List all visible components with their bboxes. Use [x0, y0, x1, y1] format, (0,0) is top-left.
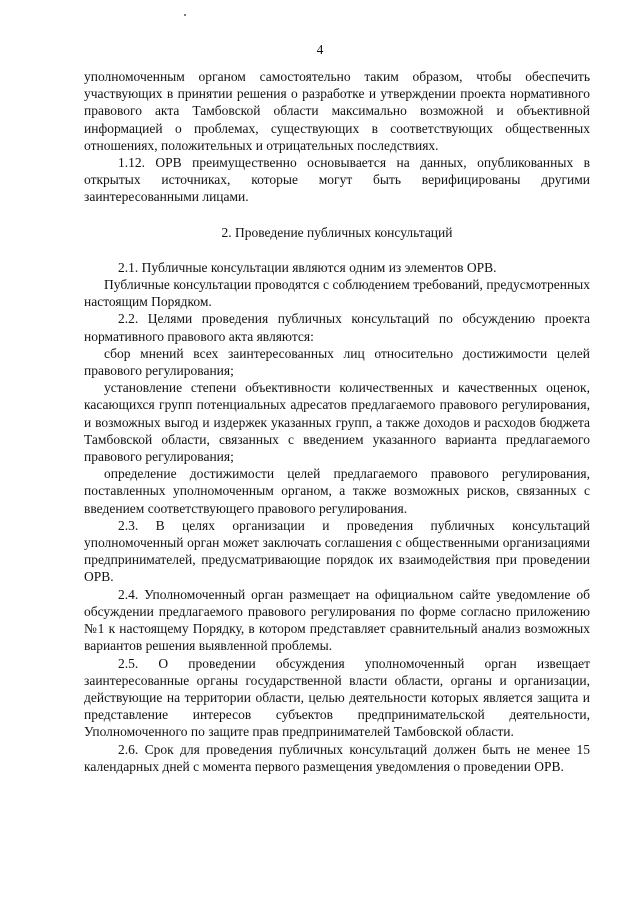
page-number: 4 — [316, 42, 324, 57]
paragraph-goal-opinions: сбор мнений всех заинтересованных лиц относительно достижимости целей правового регулирования; — [84, 345, 590, 379]
paragraph-2-1: 2.1. Публичные консультации являются одним из элементов ОРВ. — [118, 259, 497, 275]
paragraph-goal-objectivity: установление степени объективности количественных и качественных оценок, касающихся групп потенциальных адресатов предлагаемого правового регулирования, и возможных выгод и издержек указанных групп, а также доходов и расходов бюджета Тамбовской области, связанных с введением указанного варианта предлагаемого правового регулирования; — [84, 380, 590, 465]
paragraph-1-12: 1.12. ОРВ преимущественно основывается на данных, опубликованных в открытых источниках, которые могут быть верифицированы другими заинтересованными лицами. — [84, 155, 590, 205]
document-body — [84, 68, 590, 775]
paragraph-2-3: 2.3. В целях организации и проведения публичных консультаций уполномоченный орган может заключать соглашения с общественными организациями предпринимателей, предусматривающие порядок их взаимодействия при проведении ОРВ. — [84, 517, 590, 585]
paragraph-goal-achievability: определение достижимости целей предлагаемого правового регулирования, поставленных уполномоченным органом, а также возможных рисков, связанных с введением соответствующего правового регулирования. — [84, 466, 590, 516]
section-heading: 2. Проведение публичных консультаций — [221, 224, 453, 240]
paragraph-2-6: 2.6. Срок для проведения публичных консультаций должен быть не менее 15 календарных дней с момента первого размещения уведомления о проведении ОРВ. — [84, 741, 590, 774]
paragraph-2-2: 2.2. Целями проведения публичных консультаций по обсуждению проекта нормативного правового акта являются: — [84, 311, 590, 344]
paragraph-continuation: уполномоченным органом самостоятельно таким образом, чтобы обеспечить участвующих в принятии решения о разработке и утверждении проекта нормативного правового акта Тамбовской области максимально возможной и объективной информацией о проблемах, существующих в соответствующих общественных отношениях, положительных и отрицательных последствиях. — [84, 69, 590, 153]
paragraph-2-5: 2.5. О проведении обсуждения уполномоченный орган извещает заинтересованные органы государственной власти области, органы и организации, действующие на территории области, целью деятельности которых является защита и представление интересов субъектов предпринимательской деятельности, Уполномоченного по защите прав предпринимателей Тамбовской области. — [84, 655, 590, 740]
paragraph-public-consultations: Публичные консультации проводятся с соблюдением требований, предусмотренных настоящим Порядком. — [84, 277, 590, 310]
scan-speck — [184, 14, 186, 16]
paragraph-2-4: 2.4. Уполномоченный орган размещает на официальном сайте уведомление об обсуждении предлагаемого правового регулирования по форме согласно приложению №1 к настоящему Порядку, в котором представляет сравнительный анализ возможных вариантов решения выявленной проблемы. — [84, 586, 590, 654]
